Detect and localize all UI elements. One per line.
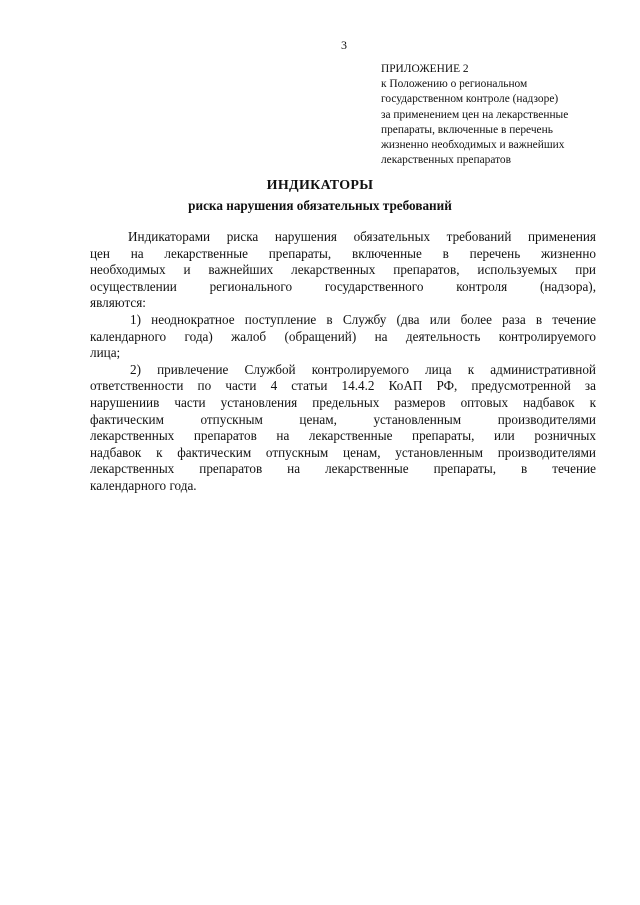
appendix-line: к Положению о региональном	[381, 78, 528, 91]
appendix-line: государственном контроле (надзоре)	[381, 93, 559, 106]
text-line: нарушениив части установления предельных размеров оптовых надбавок к	[90, 394, 596, 410]
text-line: лекарственных препаратов на лекарственные препараты, в течение	[90, 461, 596, 477]
document-heading	[0, 177, 640, 214]
text-line: 1) неоднократное поступление в Службу (два или более раза в течение	[130, 311, 596, 327]
indicator-item-2	[90, 362, 596, 495]
text-line: являются:	[90, 295, 146, 311]
text-line: цен на лекарственные препараты, включенные в перечень жизненно	[90, 245, 596, 261]
text-line: необходимых и важнейших лекарственных препаратов, используемых при	[90, 262, 596, 278]
appendix-line: ПРИЛОЖЕНИЕ 2	[381, 63, 469, 75]
text-line: лекарственных препаратов на лекарственные препараты, или розничных	[90, 428, 596, 444]
document-subtitle: риска нарушения обязательных требований	[188, 198, 452, 213]
text-line: 2) привлечение Службой контролируемого лица к административной	[130, 361, 596, 377]
indicator-item-1	[90, 312, 596, 362]
document-body	[90, 229, 596, 495]
appendix-header	[381, 62, 621, 168]
text-line: надбавок к фактическим отпускным ценам, установленным производителями	[90, 444, 596, 460]
text-line: осуществлении регионального государственного контроля (надзора),	[90, 278, 596, 294]
text-line: лица;	[90, 345, 121, 361]
text-line: Индикаторами риска нарушения обязательных требований применения	[128, 229, 596, 244]
appendix-line: препараты, включенные в перечень	[381, 123, 553, 136]
text-line: календарного года.	[90, 477, 197, 493]
text-line: фактическим отпускным ценам, установленным производителями	[90, 411, 596, 427]
appendix-line: за применением цен на лекарственные	[381, 108, 569, 121]
page-number: 3	[341, 38, 347, 52]
appendix-line: жизненно необходимых и важнейших	[381, 139, 565, 152]
document-title: ИНДИКАТОРЫ	[266, 178, 374, 193]
appendix-line: лекарственных препаратов	[381, 154, 511, 167]
text-line: ответственности по части 4 статьи 14.4.2 КоАП РФ, предусмотренной за	[90, 378, 596, 394]
intro-paragraph	[90, 229, 596, 312]
text-line: календарного года) жалоб (обращений) на деятельность контролируемого	[90, 328, 596, 344]
